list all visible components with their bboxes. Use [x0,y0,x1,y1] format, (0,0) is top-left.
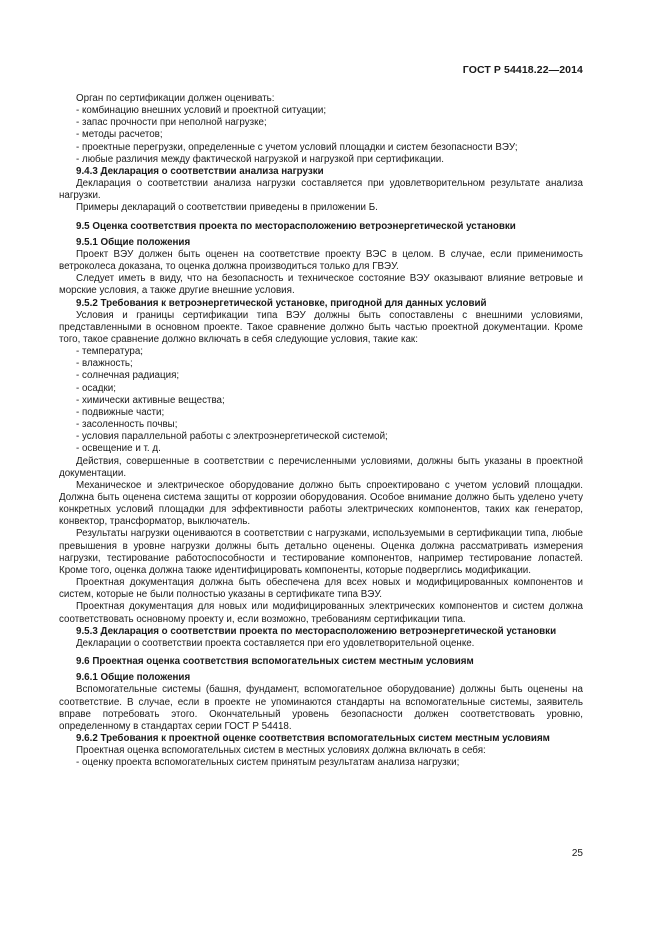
section-heading: 9.6 Проектная оценка соответствия вспомогательных систем местным условиям [76,656,474,668]
list-item: - засоленность почвы; [76,419,178,431]
document-code-header: ГОСТ Р 54418.22—2014 [462,64,583,76]
body-line: Результаты нагрузки оцениваются в соответствии с нагрузками, используемыми в сертификации типа, любые превышения в уровне нагрузки должны быть детально оценены. Оценка должна рассматривать измерения нагрузки, тестирование работоспособности и тестирование компонентов, например тестирование лопастей. Кроме того, оценка должна также идентифицировать компоненты, которые подверглись модификации. [59,528,583,576]
list-item: - подвижные части; [76,406,165,418]
body-line: Проект ВЭУ должен быть оценен на соответствие проекту ВЭС в целом. В случае, если применимость ветроколеса доказана, то оценка должна производиться только для ГВЭУ. [59,248,583,273]
list-item: - запас прочности при неполной нагрузке; [76,117,267,129]
list-item: - оценку проекта вспомогательных систем принятым результатам анализа нагрузки; [76,757,460,769]
section-heading: 9.6.2 Требования к проектной оценке соответствия вспомогательных систем местным условиям [76,732,550,744]
body-line: Декларация о соответствии анализа нагрузки составляется при удовлетворительном результате анализа нагрузки. [59,178,583,202]
section-heading: 9.6.1 Общие положения [76,672,191,684]
section-heading: 9.5.2 Требования к ветроэнергетической установке, пригодной для данных условий [76,297,487,309]
body-line: Механическое и электрическое оборудование должно быть спроектировано с учетом условий площадки. Должна быть оценена система защиты от коррозии оборудования. Особое внимание должно быть уделено учету конкретных условий площадки для эффективности работы электрических компонентов, таких как генератор, конвектор, трансформатор, выключатель. [59,479,583,528]
section-heading: 9.5.3 Декларация о соответствии проекта по месторасположению ветроэнергетической установки [76,625,557,637]
body-line: Декларации о соответствии проекта составляется при его удовлетворительной оценке. [76,637,475,649]
body-line: Условия и границы сертификации типа ВЭУ должны быть сопоставлены с внешними условиями, представленными в основном проекте. Такое сравнение должно быть частью проектной документации. Кроме того, такое сравнение должно включать в себя следующие условия, такие как: [59,309,583,345]
list-item: - температура; [76,346,143,358]
body-line: Проектная оценка вспомогательных систем в местных условиях должна включать в себя: [76,745,486,757]
body-line: Проектная документация для новых или модифицированных электрических компонентов и систем должна соответствовать основному проекту и, если возможно, требованиям сертификации типа. [59,601,583,625]
document-body [59,93,583,769]
list-item: - освещение и т. д. [76,443,161,455]
body-line: Действия, совершенные в соответствии с перечисленными условиями, должны быть указаны в проектной документации. [59,455,583,479]
page-number: 25 [571,848,583,859]
list-item: - химически активные вещества; [76,394,225,406]
section-heading: 9.4.3 Декларация о соответствии анализа нагрузки [76,165,324,177]
body-line: Проектная документация должна быть обеспечена для всех новых и модифицированных компонентов и систем, которые не были полностью указаны в сертификате типа ВЭУ. [59,577,583,601]
list-item: - осадки; [76,382,116,394]
list-item: - методы расчетов; [76,129,163,141]
list-item: - условия параллельной работы с электроэнергетической системой; [76,431,388,443]
list-item: - комбинацию внешних условий и проектной ситуации; [76,105,327,117]
list-item: - любые различия между фактической нагрузкой и нагрузкой при сертификации. [76,153,444,165]
body-line: Вспомогательные системы (башня, фундамент, вспомогательное оборудование) должны быть оценены на соответствие. В случае, если в проекте не упоминаются стандарты на вспомогательные системы, заявитель вправе потребовать этого. Окончательный уровень безопасности должен соответствовать уровню, определенному в стандартах серии ГОСТ Р 54418. [59,684,583,732]
list-item: - солнечная радиация; [76,370,180,382]
list-item: - влажность; [76,358,133,370]
body-line: Орган по сертификации должен оценивать: [76,93,275,104]
list-item: - проектные перегрузки, определенные с учетом условий площадки и систем безопасности ВЭУ; [76,141,518,153]
section-heading: 9.5 Оценка соответствия проекта по месторасположению ветроэнергетической установки [76,220,516,232]
section-heading: 9.5.1 Общие положения [76,236,191,248]
body-line: Следует иметь в виду, что на безопасность и техническое состояние ВЭУ оказывают влияние ветровые и морские условия, а также другие внешние условия. [59,273,583,297]
body-line: Примеры деклараций о соответствии приведены в приложении Б. [76,202,378,214]
